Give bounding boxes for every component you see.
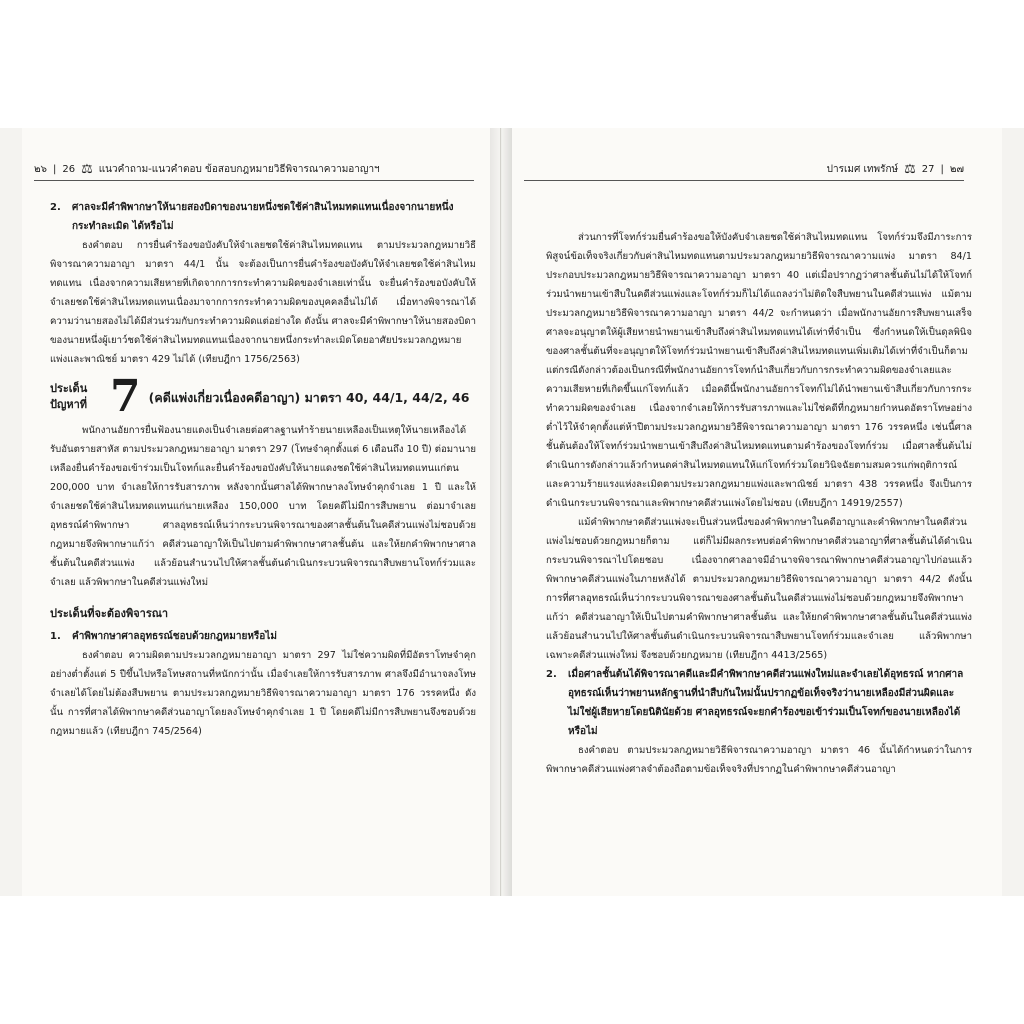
question-2: 2. เมื่อศาลชั้นต้นได้พิจารณาคดีและมีคำพิพากษาคดีส่วนแพ่งใหม่และจำเลยได้อุทธรณ์ หากศาลอุทธรณ์เห็นว่าพยานหลักฐานที่นำสืบกันใหม่นั้นปรากฏข้อเท็จจริงว่านายเหลืองมีส่วนผิดและไม่ใช่ผู้เสียหายโดยนิตินัยด้วย ศาลอุทธรณ์จะยกคำร้องขอเข้าร่วมเป็นโจทก์ของนายเหลืองได้หรือไม่ [546,669,964,737]
scales-of-justice-icon: ⚖ [81,162,93,177]
right-page-header: ปารเมศ เทพรักษ์ ⚖ 27 | ๒๗ [524,160,964,181]
issue-number: 7 [110,371,141,422]
page-number-thai: ๒๖ [34,164,47,175]
issue-title: (คดีแพ่งเกี่ยวเนื่องคดีอาญา) มาตรา 40, 44/1, 44/2, 46 [148,389,470,405]
section-title: ประเด็นที่จะต้องพิจารณา [50,607,169,620]
question-1: 1. คำพิพากษาศาลอุทธรณ์ชอบด้วยกฎหมายหรือไม่ [50,631,277,642]
answer-1: ธงคำตอบ ความผิดตามประมวลกฎหมายอาญา มาตรา 297 ไม่ใช่ความผิดที่มีอัตราโทษจำคุกอย่างต่ำตั้งแต่ 5 ปีขึ้นไปหรือโทษสถานที่หนักกว่านั้น เมื่อจำเลยให้การรับสารภาพ ศาลจึงมีอำนาจลงโทษจำเลยได้โดยไม่ต้องสืบพยาน ตามประมวลกฎหมายวิธีพิจารณาความอาญา มาตรา 176 วรรคหนึ่ง ดังนั้น การที่ศาลได้พิพากษาคดีส่วนอาญาโดยลงโทษจำคุกจำเลย 1 ปี โดยคดีไม่มีการสืบพยานจึงชอบด้วยกฎหมายแล้ว (เทียบฎีกา 745/2564) [50,650,476,737]
page-number-thai: ๒๗ [949,164,964,175]
right-page [502,128,1002,896]
case-facts: พนักงานอัยการยื่นฟ้องนายแดงเป็นจำเลยต่อศาลฐานทำร้ายนายเหลืองเป็นเหตุให้นายเหลืองได้รับอันตรายสาหัส ตามประมวลกฎหมายอาญา มาตรา 297 (โทษจำคุกตั้งแต่ 6 เดือนถึง 10 ปี) ต่อมานายเหลืองยื่นคำร้องขอเข้าร่วมเป็นโจทก์และยื่นคำร้องขอบังคับให้นายแดงชดใช้ค่าสินไหมทดแทนแก่ตน 200,000 บาท จำเลยให้การรับสารภาพ หลังจากนั้นศาลได้พิพากษาลงโทษจำคุกจำเลย 1 ปี และให้จำเลยชดใช้ค่าสินไหมทดแทนแก่นายเหลือง 150,000 บาท โดยคดีไม่มีการสืบพยาน ต่อมาจำเลยอุทธรณ์คำพิพากษา ศาลอุทธรณ์เห็นว่ากระบวนพิจารณาของศาลชั้นต้นในคดีส่วนแพ่งไม่ชอบด้วยกฎหมายจึงพิพากษาแก้ว่า คดีส่วนอาญาให้เป็นไปตามคำพิพากษาศาลชั้นต้น และให้ยกคำพิพากษาศาลชั้นต้นในคดีส่วนแพ่ง แล้วย้อนสำนวนไปให้ศาลชั้นต้นดำเนินกระบวนพิจารณาสืบพยานโจทก์ร่วมและจำเลย แล้วพิพากษาในคดีส่วนแพ่งใหม่ [50,425,477,588]
issue-heading: ประเด็น ปัญหาที่ 7 (คดีแพ่งเกี่ยวเนื่องคดีอาญา) มาตรา 40, 44/1, 44/2, 46 [50,371,470,422]
answer-2: ธงคำตอบ ตามประมวลกฎหมายวิธีพิจารณาความอาญา มาตรา 46 นั้นได้กำหนดว่าในการพิพากษาคดีส่วนแพ่งศาลจำต้องถือตามข้อเท็จจริงที่ปรากฏในคำพิพากษาคดีส่วนอาญา [546,745,972,775]
running-title: แนวคำถาม-แนวคำตอบ ข้อสอบกฎหมายวิธีพิจารณาความอาญาฯ [98,164,380,175]
paragraph-1: ส่วนการที่โจทก์ร่วมยื่นคำร้องขอให้บังคับจำเลยชดใช้ค่าสินไหมทดแทน โจทก์ร่วมจึงมีภาระการพิสูจน์ข้อเท็จจริงเกี่ยวกับค่าสินไหมทดแทนตามประมวลกฎหมายวิธีพิจารณาความแพ่ง มาตรา 84/1 ประกอบประมวลกฎหมายวิธีพิจารณาความอาญา มาตรา 40 แต่เมื่อปรากฏว่าศาลชั้นต้นไม่ได้ให้โจทก์ร่วมนำพยานเข้าสืบในคดีส่วนแพ่งและโจทก์ร่วมก็ไม่ได้แถลงว่าไม่ติดใจสืบพยานในคดีส่วนแพ่ง แม้ตามประมวลกฎหมายวิธีพิจารณาความอาญา มาตรา 44/2 จะกำหนดว่า เมื่อพนักงานอัยการสืบพยานเสร็จ ศาลจะอนุญาตให้ผู้เสียหายนำพยานเข้าสืบถึงค่าสินไหมทดแทนได้เท่าที่จำเป็น ซึ่งกำหนดให้เป็นดุลพินิจของศาลชั้นต้นที่จะอนุญาตให้โจทก์ร่วมนำพยานเข้าสืบถึงค่าสินไหมทดแทนเพิ่มเติมได้เท่าที่จำเป็นก็ตาม แต่กรณีดังกล่าวต้องเป็นกรณีที่พนักงานอัยการโจทก์นำสืบเกี่ยวกับการกระทำความผิดของจำเลยและความเสียหายที่เกิดขึ้นแก่โจทก์แล้ว เมื่อคดีนี้พนักงานอัยการโจทก์ไม่ได้นำพยานเข้าสืบเกี่ยวกับการกระทำความผิดของจำเลย เนื่องจากจำเลยให้การรับสารภาพและไม่ใช่คดีที่กฎหมายกำหนดอัตราโทษอย่างต่ำไว้ให้จำคุกตั้งแต่ห้าปีตามประมวลกฎหมายวิธีพิจารณาความอาญา มาตรา 176 วรรคหนึ่ง เช่นนี้ศาลชั้นต้นต้องให้โจทก์ร่วมนำพยานเข้าสืบถึงค่าสินไหมทดแทนตามคำร้องของโจทก์ร่วม เมื่อศาลชั้นต้นไม่ดำเนินการดังกล่าวแล้วกำหนดค่าสินไหมทดแทนให้แก่โจทก์ร่วมโดยวินิจฉัยตามสมควรแก่พฤติการณ์และความร้ายแรงแห่งละเมิดตามประมวลกฎหมายแพ่งและพาณิชย์ มาตรา 438 วรรคหนึ่ง จึงเป็นการดำเนินกระบวนพิจารณาและพิพากษาคดีส่วนแพ่งโดยไม่ชอบ (เทียบฎีกา 14919/2557) [546,232,972,509]
left-page-content [50,198,476,741]
page-number: 27 [921,164,935,175]
scales-of-justice-icon: ⚖ [904,162,916,177]
left-page [22,128,501,896]
answer-2: ธงคำตอบ การยื่นคำร้องขอบังคับให้จำเลยชดใช้ค่าสินไหมทดแทน ตามประมวลกฎหมายวิธีพิจารณาความอาญา มาตรา 44/1 นั้น จะต้องเป็นการยื่นคำร้องขอบังคับให้จำเลยชดใช้ค่าสินไหมทดแทน เนื่องจากความเสียหายที่เกิดจากการกระทำความผิดของจำเลยเท่านั้น จะยื่นคำร้องขอบังคับให้จำเลยชดใช้ค่าสินไหมทดแทนเนื่องมาจากการกระทำความผิดของบุคคลอื่นไม่ได้ เมื่อทางพิจารณาได้ความว่านายสองไม่ได้มีส่วนร่วมกับกระทำความผิดแต่อย่างใด ดังนั้น ศาลจะมีคำพิพากษาให้นายสองบิดาของนายหนึ่งผู้เยาว์ชดใช้ค่าสินไหมทดแทนเนื่องจากนายหนึ่งกระทำละเมิดโดยอาศัยประมวลกฎหมายแพ่งและพาณิชย์ มาตรา 429 ไม่ได้ (เทียบฎีกา 1756/2563) [50,240,476,365]
book-gutter [490,128,512,896]
page-number: 26 [62,164,76,175]
right-page-content [546,228,972,779]
open-book [0,128,1024,896]
left-page-header: ๒๖ | 26 ⚖ แนวคำถาม-แนวคำตอบ ข้อสอบกฎหมายวิธีพิจารณาความอาญาฯ [34,160,474,181]
question-2: 2. ศาลจะมีคำพิพากษาให้นายสองบิดาของนายหนึ่งชดใช้ค่าสินไหมทดแทนเนื่องจากนายหนึ่งกระทำละเมิด ได้หรือไม่ [50,202,454,232]
paragraph-2: แม้คำพิพากษาคดีส่วนแพ่งจะเป็นส่วนหนึ่งของคำพิพากษาในคดีอาญาและคำพิพากษาในคดีส่วนแพ่งไม่ชอบด้วยกฎหมายก็ตาม แต่ก็ไม่มีผลกระทบต่อคำพิพากษาคดีส่วนอาญาที่ศาลชั้นต้นได้ดำเนินกระบวนพิจารณาไปโดยชอบ เนื่องจากศาลอาจมีอำนาจพิจารณาพิพากษาคดีส่วนอาญาไปก่อนแล้วพิพากษาคดีส่วนแพ่งในภายหลังได้ ตามประมวลกฎหมายวิธีพิจารณาความอาญา มาตรา 44/2 ดังนั้น การที่ศาลอุทธรณ์เห็นว่ากระบวนพิจารณาของศาลชั้นต้นในคดีส่วนแพ่งไม่ชอบด้วยกฎหมายจึงพิพากษาแก้ว่า คดีส่วนอาญาให้เป็นไปตามคำพิพากษาศาลชั้นต้น และให้ยกคำพิพากษาศาลชั้นต้นในคดีส่วนแพ่ง แล้วย้อนสำนวนไปให้ศาลชั้นต้นดำเนินกระบวนพิจารณาสืบพยานโจทก์ร่วมและจำเลย แล้วพิพากษาเฉพาะคดีส่วนแพ่งใหม่ จึงชอบด้วยกฎหมาย (เทียบฎีกา 4413/2565) [546,517,972,661]
author-name: ปารเมศ เทพรักษ์ [826,164,899,175]
